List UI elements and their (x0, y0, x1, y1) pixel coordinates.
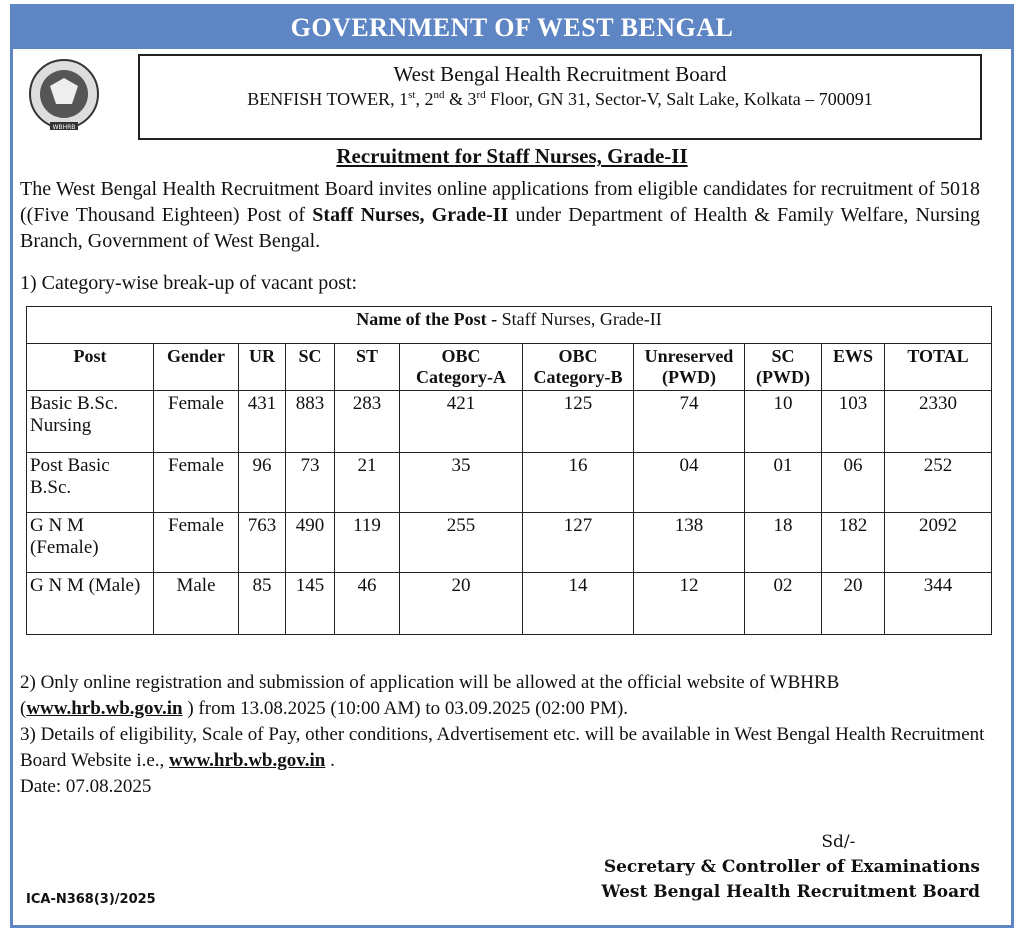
col-header: OBC Category-B (523, 344, 634, 391)
address-box (138, 54, 982, 140)
obcb-cell: 16 (523, 453, 634, 513)
table-row (27, 573, 992, 635)
ica-code: ICA-N368(3)/2025 (26, 892, 156, 907)
post-cell: G N M (Female) (27, 513, 154, 573)
ews-cell: 103 (822, 391, 885, 453)
gender-cell: Female (154, 391, 239, 453)
vacancy-table (26, 306, 992, 635)
col-header: TOTAL (885, 344, 992, 391)
board-address: BENFISH TOWER, 1st, 2nd & 3rd Floor, GN 31, Sector-V, Salt Lake, Kolkata – 700091 (247, 89, 873, 109)
st-cell: 119 (335, 513, 400, 573)
board-name: West Bengal Health Recruitment Board (393, 62, 727, 86)
pwd-cell: 74 (634, 391, 745, 453)
obcb-cell: 125 (523, 391, 634, 453)
scpwd-cell: 01 (745, 453, 822, 513)
col-header: Gender (154, 344, 239, 391)
total-cell: 2092 (885, 513, 992, 573)
col-header: OBC Category-A (400, 344, 523, 391)
col-header: SC (PWD) (745, 344, 822, 391)
note-3: 3) Details of eligibility, Scale of Pay, other conditions, Advertisement etc. will be available in West Bengal Health Recruitment Board Website i.e., www.hrb.wb.gov.in . (20, 724, 985, 771)
signature-block (601, 830, 980, 905)
scpwd-cell: 18 (745, 513, 822, 573)
government-banner: GOVERNMENT OF WEST BENGAL (13, 7, 1011, 49)
total-cell: 344 (885, 573, 992, 635)
post-cell: G N M (Male) (27, 573, 154, 635)
table-row (27, 513, 992, 573)
total-cell: 252 (885, 453, 992, 513)
pwd-cell: 12 (634, 573, 745, 635)
notice-date: Date: 07.08.2025 (20, 776, 152, 797)
signatory-org: West Bengal Health Recruitment Board (601, 882, 980, 902)
sc-cell: 73 (286, 453, 335, 513)
ews-cell: 06 (822, 453, 885, 513)
notice-heading: Recruitment for Staff Nurses, Grade-II (336, 144, 688, 168)
sc-cell: 145 (286, 573, 335, 635)
scpwd-cell: 02 (745, 573, 822, 635)
st-cell: 46 (335, 573, 400, 635)
breakup-label: 1) Category-wise break-up of vacant post: (20, 272, 358, 294)
ur-cell: 431 (239, 391, 286, 453)
ur-cell: 85 (239, 573, 286, 635)
intro-paragraph: The West Bengal Health Recruitment Board invites online applications from eligible candidates for recruitment of 5018 ((Five Thousand Eighteen) Post of Staff Nurses, Grade-II under Department of Health & Family Welfare, Nursing Branch, Government of West Bengal. (20, 178, 980, 252)
gender-cell: Male (154, 573, 239, 635)
note-2: 2) Only online registration and submission of application will be allowed at the official website of WBHRB (www.hrb.wb.gov.in ) from 13.08.2025 (10:00 AM) to 03.09.2025 (02:00 PM). (20, 672, 840, 719)
table-title: Name of the Post - Staff Nurses, Grade-II (27, 307, 992, 344)
col-header: Post (27, 344, 154, 391)
gender-cell: Female (154, 513, 239, 573)
obcb-cell: 127 (523, 513, 634, 573)
col-header: SC (286, 344, 335, 391)
ur-cell: 96 (239, 453, 286, 513)
pwd-cell: 04 (634, 453, 745, 513)
website-link[interactable]: www.hrb.wb.gov.in (169, 750, 326, 771)
col-header: Unreserved (PWD) (634, 344, 745, 391)
obca-cell: 255 (400, 513, 523, 573)
notes-section (20, 670, 990, 800)
logo-text: WBHRB (52, 124, 76, 131)
col-header: ST (335, 344, 400, 391)
col-header: UR (239, 344, 286, 391)
ews-cell: 20 (822, 573, 885, 635)
col-header: EWS (822, 344, 885, 391)
pwd-cell: 138 (634, 513, 745, 573)
st-cell: 21 (335, 453, 400, 513)
obca-cell: 421 (400, 391, 523, 453)
post-cell: Post Basic B.Sc. (27, 453, 154, 513)
scpwd-cell: 10 (745, 391, 822, 453)
post-cell: Basic B.Sc. Nursing (27, 391, 154, 453)
table-header-row (27, 344, 992, 391)
sc-cell: 490 (286, 513, 335, 573)
signature-sd: Sd/- (821, 832, 856, 852)
table-row (27, 391, 992, 453)
website-link[interactable]: www.hrb.wb.gov.in (26, 698, 183, 719)
board-logo (20, 56, 108, 136)
obca-cell: 20 (400, 573, 523, 635)
ews-cell: 182 (822, 513, 885, 573)
table-row (27, 453, 992, 513)
sc-cell: 883 (286, 391, 335, 453)
gender-cell: Female (154, 453, 239, 513)
obcb-cell: 14 (523, 573, 634, 635)
signatory-title: Secretary & Controller of Examinations (603, 857, 980, 877)
table-title-row (27, 307, 992, 344)
obca-cell: 35 (400, 453, 523, 513)
ur-cell: 763 (239, 513, 286, 573)
st-cell: 283 (335, 391, 400, 453)
total-cell: 2330 (885, 391, 992, 453)
